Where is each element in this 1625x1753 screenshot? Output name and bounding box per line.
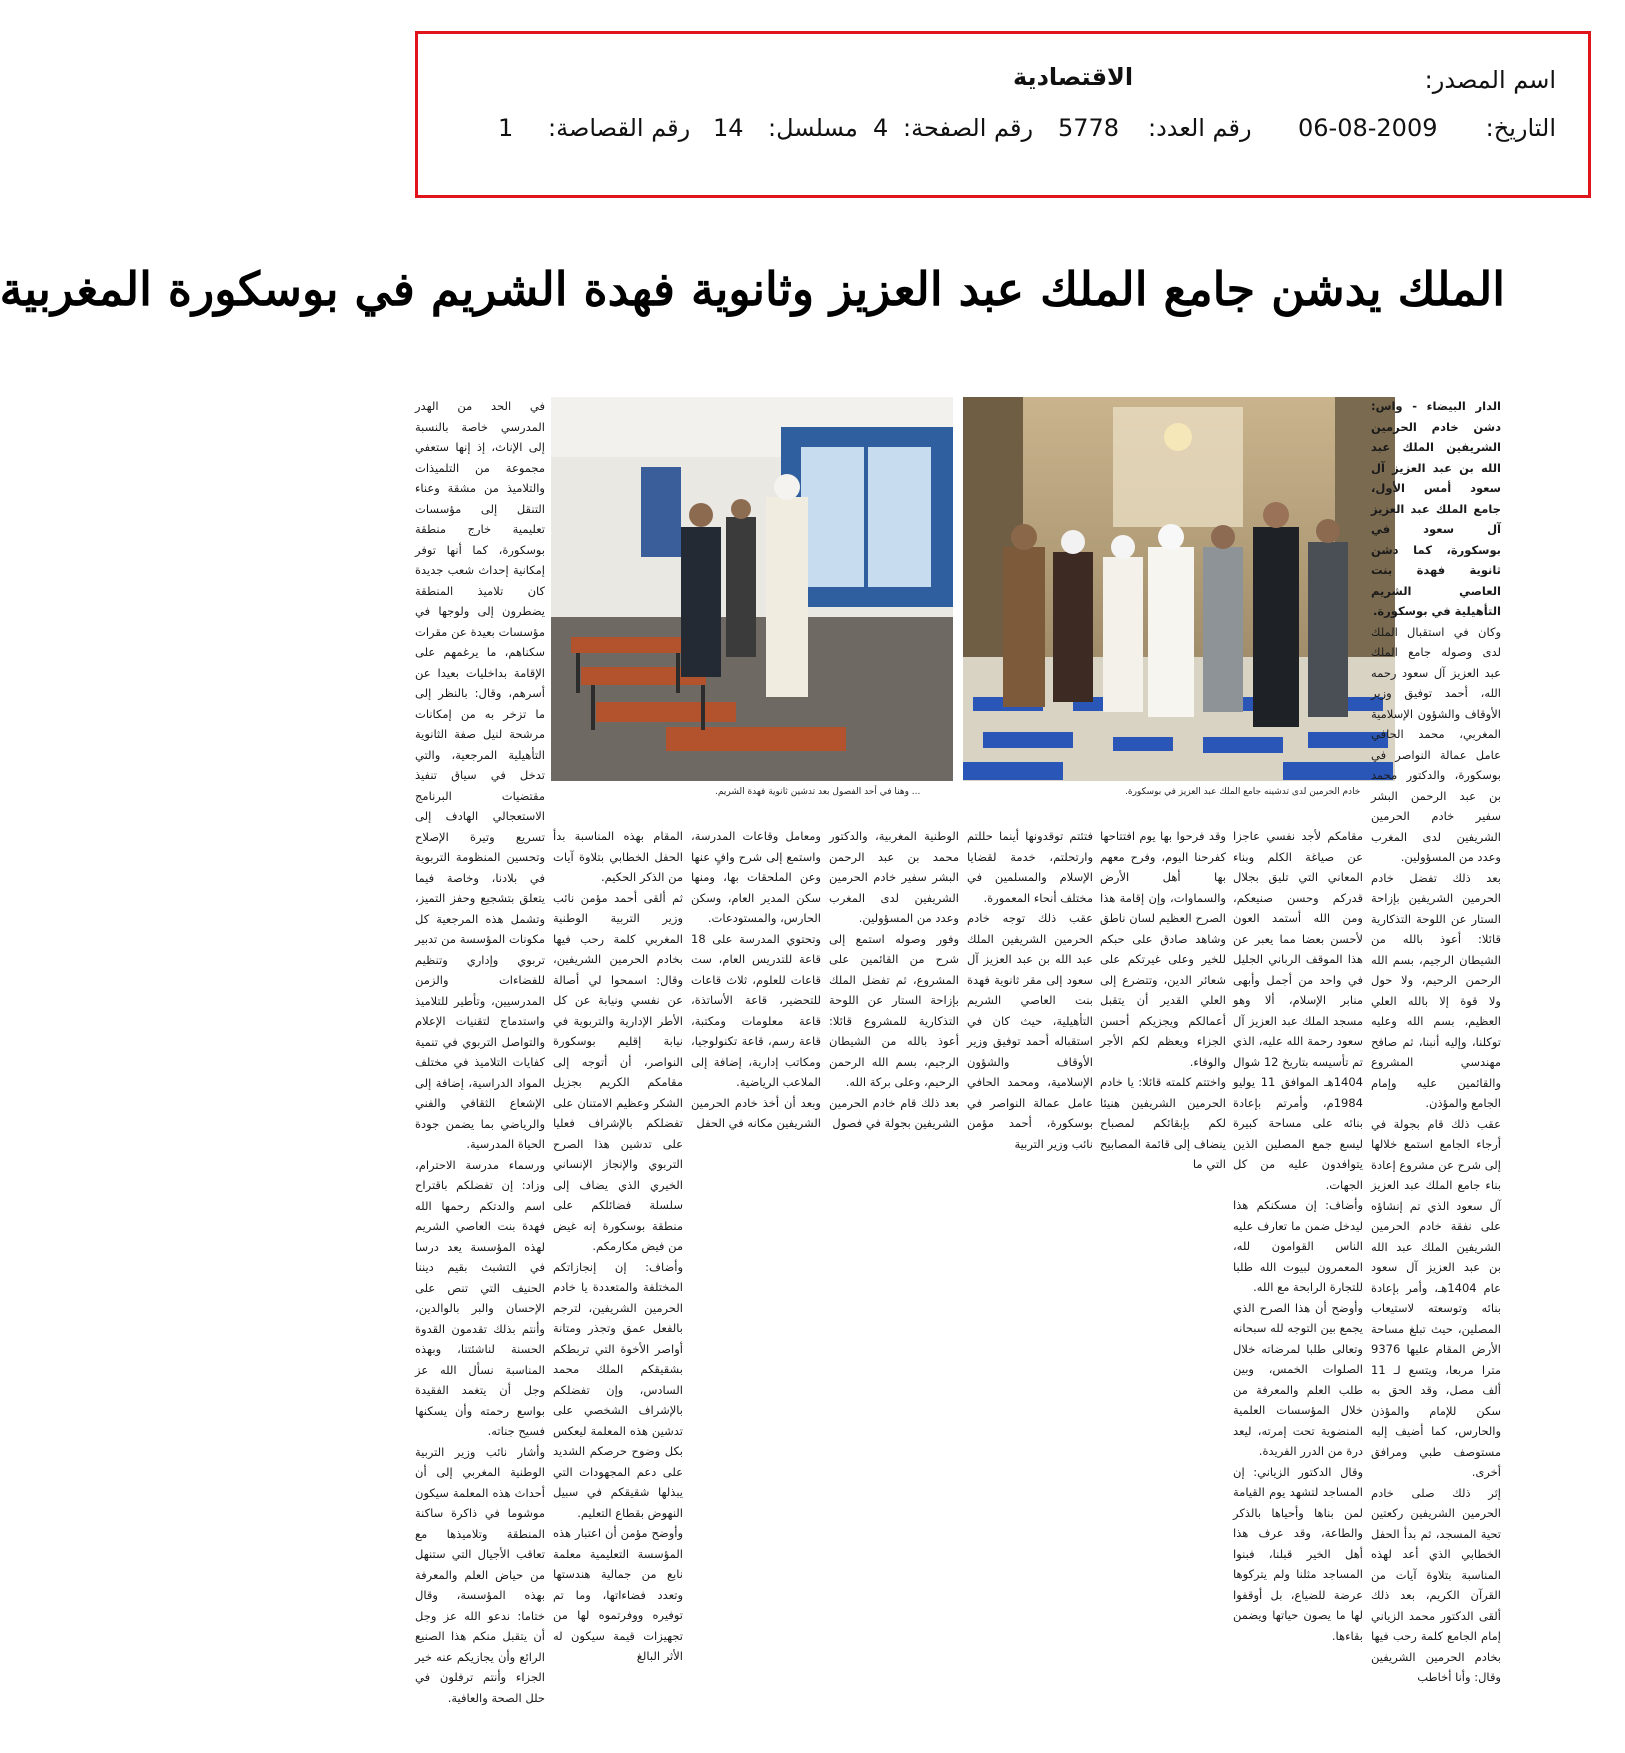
page-value: 4 — [873, 114, 889, 142]
column-5-paragraph-1: الوطنية المغربية، والدكتور محمد بن عبد الرحمن البشر سفير خادم الحرمين الشريفين لدى المغرب وعدد من المسؤولين. — [829, 829, 959, 925]
article-column-7 — [553, 826, 683, 1696]
column-5-paragraph-3: بعد ذلك قام خادم الحرمين الشريفين بجولة في فصول — [829, 1095, 959, 1130]
column-7-paragraph-2: ثم ألقى أحمد مؤمن نائب وزير التربية الوطنية المغربي كلمة رحب فيها بخادم الحرمين الشريفين، وقال: اسمحوا لي أصالة عن نفسي ونيابة عن كل الأطر الإدارية والتربوية في نيابة إقليم بوسكورة النواصر، أن أتوجه إلى مقامكم الكريم بجزيل الشكر وعظيم الامتنان على تفضلكم بالإشراف فعليا على تدشين هذا الصرح التربوي والإنجاز الإنساني الخيري الذي يضاف إلى سلسلة فضائلكم على منطقة بوسكورة إنه غيض من فيض مكارمكم. — [553, 890, 683, 1253]
column-6-paragraph-2: وتحتوي المدرسة على 18 قاعة للتدريس العام، ست قاعات للعلوم، ثلاث قاعات للتحضير، قاعة الأساتذة، قاعة معلومات ومكتبة، قاعة رسم، قاعة تكنولوجيا، ومكاتب إدارية، إضافة إلى الملاعب الرياضية. — [691, 931, 821, 1089]
column-8-paragraph-2: ورسماء مدرسة الاحترام، وزاد: إن تفضلكم باقتراح اسم والدتكم رحمها الله فهدة بنت العاصي الشريم لهذه المؤسسة يعد درسا في التشبث بقيم ديننا الحنيف التي تنص على الإحسان والبر بالوالدين، وأنتم بذلك تقدمون القدوة الحسنة لناشئتنا، وبهذه المناسبة نسأل الله عز وجل أن يتغمد الفقيدة بواسع رحمته وأن يسكنها فسيح جناته. — [415, 1157, 545, 1438]
column-8-paragraph-1: في الحد من الهدر المدرسي خاصة بالنسبة إلى الإناث، إذ إنها ستعفي مجموعة من التلميذات والتلاميذ من مشقة وعناء التنقل إلى مؤسسات تعليمية خارج منطقة بوسكورة، كما أنها توفر إمكانية إحداث شعب جديدة كان تلاميذ المنطقة يضطرون إلى ولوجها في مؤسسات بعيدة عن مقرات سكناهم، ما يرغمهم على الإقامة بداخليات بعيدا عن أسرهم، وقال: بالنظر إلى ما تزخر به من إمكانات مرشحة لنيل صفة الثانوية التأهيلية المرجعية، والتي تدخل في سياق تنفيذ مقتضيات البرنامج الاستعجالي الهادف إلى تسريع وتيرة الإصلاح وتحسين المنظومة التربوية في بلادنا، وخاصة فيما يتعلق بتشجيع وحفز التميز، وتشمل هذه المرجعية كل مكونات المؤسسة من تدبير تربوي وإداري وتنظيم للفضاءات والزمن المدرسيين، وتأطير للتلاميذ واستدماج لتقنيات الإعلام والتواصل التربوي في تنمية كفايات التلاميذ في مختلف المواد الدراسية، إضافة إلى الإشعاع الثقافي والفني والرياضي بما يضمن جودة الحياة المدرسية. — [415, 399, 545, 1151]
classroom-photo-illustration — [551, 397, 953, 781]
column-1-paragraph-3: بعد ذلك تفضل خادم الحرمين الشريفين بإزاحة الستار عن اللوحة التذكارية قائلا: أعوذ بالله من الشيطان الرجيم، بسم الله الرحمن الرحيم، ولا حول ولا قوة إلا بالله العلي العظيم، بسم الله وعليه توكلنا، وإليه أنبنا، ثم صافح مهندسي المشروع والقائمين عليه وإمام الجامع والمؤذن. — [1371, 870, 1501, 1110]
date-value: 06-08-2009 — [1298, 114, 1438, 142]
article-column-6 — [691, 826, 821, 1266]
clip-value: 1 — [498, 114, 514, 142]
article-column-1 — [1371, 396, 1501, 1696]
article-column-3 — [1100, 826, 1226, 1266]
column-8-paragraph-3: وأشار نائب وزير التربية الوطنية المغربي إلى أن أحداث هذه المعلمة سيكون موشوما في ذاكرة ساكنة المنطقة وتلاميذها مع تعاقب الأجيال التي ستنهل من حياض العلم والمعرفة بهذه المؤسسة، وقال ختاما: ندعو الله عز وجل أن يتقبل منكم هذا الصنيع الرائع وأن يجازيكم عنه خير الجزاء وأنتم ترفلون في حلل الصحة والعافية. — [415, 1444, 545, 1705]
column-2-paragraph-1: مقامكم لأجد نفسي عاجزا عن صياغة الكلم وبناء المعاني التي تليق بجلال قدركم وحسن صنيعكم، ومن الله أستمد العون لأحسن بعضا مما يعبر عن هذا الموقف الرباني الجليل في واحد من أجمل وأبهى منابر الإسلام، ألا وهو مسجد الملك عبد العزيز آل سعود رحمة الله عليه، الذي تم تأسيسه بتاريخ 12 شوال 1404هـ الموافق 11 يوليو 1984م، وأمرتم بإعادة بنائه على مساحة كبيرة ليسع جمع المصلين الذين يتوافدون عليه من كل الجهات. — [1233, 829, 1363, 1192]
column-6-paragraph-3: وبعد أن أخذ خادم الحرمين الشريفين مكانه في الحفل — [691, 1095, 821, 1130]
article-column-5 — [829, 826, 959, 1266]
column-2-paragraph-4: وقال الدكتور الزياني: إن المساجد لتشهد يوم القيامة لمن بناها وأحياها بالذكر والطاعة، وقد عرف هذا أهل الخير قبلنا، فبنوا المساجد مثلنا ولم يتركوها عرضة للضياع، بل أوقفوا لها ما يصون حياتها ويضمن بقاءها. — [1233, 1464, 1363, 1643]
page-label: رقم الصفحة: — [903, 114, 1034, 142]
clipping-info-box — [415, 31, 1591, 198]
column-1-paragraph-5: إثر ذلك صلى خادم الحرمين الشريفين ركعتين تحية المسجد، ثم بدأ الحفل الخطابي الذي أعد لهذه المناسبة بتلاوة آيات من القرآن الكريم، بعد ذلك ألقى الدكتور محمد الزياني إمام الجامع كلمة رحب فيها بخادم الحرمين الشريفين وقال: وأنا أخاطب — [1371, 1485, 1501, 1684]
column-7-paragraph-3: وأضاف: إن إنجازاتكم المختلفة والمتعددة يا خادم الحرمين الشريفين، لترجم بالفعل عمق وتجذر ومتانة أواصر الأخوة التي تربطكم بشقيقكم الملك محمد السادس، وإن تفضلكم بالإشراف الشخصي على تدشين هذه المعلمة ليعكس بكل وضوح حرصكم الشديد على دعم المجهودات التي يبذلها شقيقكم في سبيل النهوض بقطاع التعليم. — [553, 1259, 683, 1520]
column-5-paragraph-2: وفور وصوله استمع إلى شرح من القائمين على المشروع، ثم تفضل الملك بإزاحة الستار عن اللوحة التذكارية للمشروع قائلا: أعوذ بالله من الشيطان الرجيم، بسم الله الرحمن الرحيم، وعلى بركة الله. — [829, 931, 959, 1089]
mosque-photo-illustration — [963, 397, 1395, 781]
source-value: الاقتصادية — [1013, 63, 1134, 91]
column-3-paragraph-1: وقد فرحوا بها يوم افتتاحها كفرحنا اليوم، وفرح معهم بها أهل الأرض والسماوات، وإن إقامة هذا الصرح العظيم لسان ناطق وشاهد صادق على حبكم للخير وعلى غيرتكم على شعائر الدين، وتتضرع إلى العلي القدير أن يتقبل أعمالكم ويجزيكم أحسن الجزاء ويعظم لكم الأجر والوفاء. — [1100, 829, 1226, 1069]
article-column-2 — [1233, 826, 1363, 1696]
classroom-photo — [551, 397, 953, 781]
date-label: التاريخ: — [1485, 114, 1556, 142]
article-headline: الملك يدشن جامع الملك عبد العزيز وثانوية فهدة الشريم في بوسكورة المغربية — [0, 262, 1505, 316]
column-3-paragraph-2: واختتم كلمته قائلا: يا خادم الحرمين الشريفين هنيئا لكم بإبقائكم لمصباح ينضاف إلى قائمة المصابيح التي ما — [1100, 1075, 1226, 1171]
source-label: اسم المصدر: — [1424, 66, 1556, 94]
column-2-paragraph-3: وأوضح أن هذا الصرح الذي يجمع بين التوجه لله سبحانه وتعالى طلبا لمرضاته خلال الصلوات الخمس، وبين طلب العلم والمعرفة من خلال المؤسسات العلمية المنضوية تحت إمرته، ليعد درة من الدرر الفريدة. — [1233, 1300, 1363, 1458]
column-6-paragraph-1: ومعامل وقاعات المدرسة، واستمع إلى شرح وافٍ عنها وعن الملحقات بها، ومنها سكن المدير العام، وسكن الحارس، والمستودعات. — [691, 829, 821, 925]
column-7-paragraph-1: المقام بهذه المناسبة بدأ الحفل الخطابي بتلاوة آيات من الذكر الحكيم. — [553, 829, 683, 884]
issue-label: رقم العدد: — [1148, 114, 1252, 142]
column-1-paragraph-2: وكان في استقبال الملك لدى وصوله جامع الملك عبد العزيز آل سعود رحمه الله، أحمد توفيق وزير الأوقاف والشؤون الإسلامية المغربي، محمد الحافي عامل عمالة النواصر في بوسكورة، والدكتور محمد بن عبد الرحمن البشر سفير خادم الحرمين الشريفين لدى المغرب وعدد من المسؤولين. — [1371, 624, 1501, 864]
mosque-inauguration-photo — [963, 397, 1395, 781]
column-4-paragraph-2: عقب ذلك توجه خادم الحرمين الشريفين الملك عبد الله بن عبد العزيز آل سعود إلى مقر ثانوية فهدة بنت العاصي الشريم التأهيلية، حيث كان في استقباله أحمد توفيق وزير الأوقاف والشؤون الإسلامية، ومحمد الحافي عامل عمالة النواصر في بوسكورة، أحمد مؤمن نائب وزير التربية — [967, 911, 1093, 1151]
column-1-paragraph-1: الدار البيضاء - واس: دشن خادم الحرمين الشريفين الملك عبد الله بن عبد العزيز آل سعود أمس الأول، جامع الملك عبد العزيز آل سعود في بوسكورة، كما دشن ثانوية فهدة بنت العاصي الشريم التأهيلية في بوسكورة. — [1371, 399, 1501, 618]
article-column-4 — [967, 826, 1093, 1266]
issue-value: 5778 — [1058, 114, 1120, 142]
serial-value: 14 — [713, 114, 744, 142]
clip-label: رقم القصاصة: — [548, 114, 691, 142]
article-column-8 — [415, 396, 545, 1705]
mosque-photo-caption: خادم الحرمين لدى تدشينه جامع الملك عبد العزيز في بوسكورة. — [1125, 787, 1361, 797]
classroom-photo-caption: ... وهنا في أحد الفصول بعد تدشين ثانوية فهدة الشريم. — [715, 787, 921, 797]
column-7-paragraph-4: وأوضح مؤمن أن اعتبار هذه المؤسسة التعليمية معلمة نابع من جمالية هندستها وتعدد فضاءاتها، وما تم توفيره ووفرتموه لها من تجهيزات قيمة سيكون له الأثر البالغ — [553, 1526, 683, 1663]
column-1-paragraph-4: عقب ذلك قام بجولة في أرجاء الجامع استمع خلالها إلى شرح عن مشروع إعادة بناء جامع الملك عبد العزيز آل سعود الذي تم إنشاؤه على نفقة خادم الحرمين الشريفين الملك عبد الله بن عبد العزيز آل سعود عام 1404هـ، وأمر بإعادة بنائه وتوسعته لاستيعاب المصلين، حيث تبلغ مساحة الأرض المقام عليها 9376 مترا مربعا، ويتسع لـ 11 ألف مصل، وقد الحق به سكن للإمام والمؤذن والحارس، كما أضيف إليه مستوصف طبي ومرافق أخرى. — [1371, 1116, 1501, 1479]
column-4-paragraph-1: فتئتم توقدونها أينما حللتم وارتحلتم، خدمة لقضايا الإسلام والمسلمين في مختلف أنحاء المعمورة. — [967, 829, 1093, 905]
serial-label: مسلسل: — [768, 114, 858, 142]
column-2-paragraph-2: وأضاف: إن مسكنكم هذا ليدخل ضمن ما تعارف عليه الناس القوامون لله، المعمرون لبيوت الله طلبا للتجارة الرابحة مع الله. — [1233, 1198, 1363, 1294]
